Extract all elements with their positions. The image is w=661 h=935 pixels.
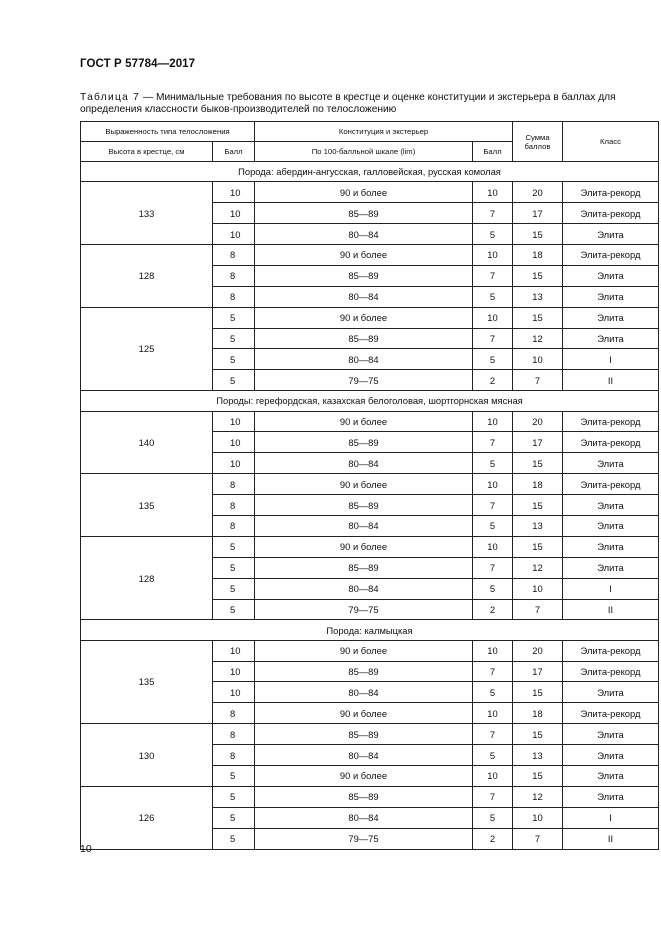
breed-group-row bbox=[81, 162, 659, 182]
sum-cell: 15 bbox=[513, 682, 563, 703]
sum-cell: 18 bbox=[513, 244, 563, 265]
score1-cell: 8 bbox=[213, 745, 255, 766]
score1-cell: 5 bbox=[213, 328, 255, 349]
table-row bbox=[81, 536, 659, 557]
table-row bbox=[81, 307, 659, 328]
table-row bbox=[81, 182, 659, 203]
sum-cell: 13 bbox=[513, 515, 563, 536]
scale-cell: 85—89 bbox=[255, 328, 473, 349]
class-cell: Элита bbox=[563, 515, 659, 536]
sum-cell: 15 bbox=[513, 724, 563, 745]
sum-cell: 15 bbox=[513, 495, 563, 516]
breed-group-row bbox=[81, 620, 659, 640]
score1-cell: 10 bbox=[213, 682, 255, 703]
class-cell: Элита bbox=[563, 265, 659, 286]
scale-cell: 90 и более bbox=[255, 307, 473, 328]
score2-cell: 2 bbox=[473, 599, 513, 620]
score1-cell: 8 bbox=[213, 265, 255, 286]
class-cell: Элита-рекорд bbox=[563, 661, 659, 682]
scale-cell: 90 и более bbox=[255, 536, 473, 557]
scale-cell: 90 и более bbox=[255, 182, 473, 203]
score1-cell: 5 bbox=[213, 370, 255, 391]
breed-group-title: Порода: абердин-ангусская, галловейская, русская комолая bbox=[81, 162, 659, 182]
sum-cell: 15 bbox=[513, 536, 563, 557]
header-class: Класс bbox=[563, 122, 659, 162]
score1-cell: 5 bbox=[213, 786, 255, 807]
score1-cell: 10 bbox=[213, 224, 255, 245]
sum-cell: 12 bbox=[513, 557, 563, 578]
sum-cell: 13 bbox=[513, 745, 563, 766]
table-row bbox=[81, 244, 659, 265]
class-cell: Элита-рекорд bbox=[563, 203, 659, 224]
scale-cell: 80—84 bbox=[255, 745, 473, 766]
class-cell: Элита bbox=[563, 682, 659, 703]
height-cell: 125 bbox=[81, 307, 213, 391]
score2-cell: 7 bbox=[473, 724, 513, 745]
score2-cell: 5 bbox=[473, 515, 513, 536]
header-sum: Сумма баллов bbox=[513, 122, 563, 162]
height-cell: 128 bbox=[81, 244, 213, 307]
scale-cell: 79—75 bbox=[255, 828, 473, 849]
score2-cell: 5 bbox=[473, 578, 513, 599]
score1-cell: 8 bbox=[213, 474, 255, 495]
class-cell: Элита bbox=[563, 286, 659, 307]
header-score1: Балл bbox=[213, 142, 255, 162]
class-cell: Элита-рекорд bbox=[563, 703, 659, 724]
class-cell: Элита-рекорд bbox=[563, 432, 659, 453]
score2-cell: 7 bbox=[473, 432, 513, 453]
score2-cell: 10 bbox=[473, 307, 513, 328]
score2-cell: 7 bbox=[473, 495, 513, 516]
table-row bbox=[81, 411, 659, 432]
caption-label: Таблица 7 bbox=[80, 92, 141, 103]
scale-cell: 85—89 bbox=[255, 203, 473, 224]
score1-cell: 10 bbox=[213, 640, 255, 661]
sum-cell: 20 bbox=[513, 182, 563, 203]
table-row bbox=[81, 786, 659, 807]
scale-cell: 85—89 bbox=[255, 661, 473, 682]
score1-cell: 5 bbox=[213, 578, 255, 599]
scale-cell: 80—84 bbox=[255, 349, 473, 370]
requirements-table bbox=[80, 121, 659, 850]
class-cell: Элита-рекорд bbox=[563, 182, 659, 203]
sum-cell: 17 bbox=[513, 661, 563, 682]
scale-cell: 80—84 bbox=[255, 224, 473, 245]
scale-cell: 80—84 bbox=[255, 515, 473, 536]
scale-cell: 80—84 bbox=[255, 682, 473, 703]
class-cell: Элита-рекорд bbox=[563, 640, 659, 661]
table-row bbox=[81, 724, 659, 745]
class-cell: Элита bbox=[563, 766, 659, 787]
score2-cell: 7 bbox=[473, 328, 513, 349]
score1-cell: 10 bbox=[213, 661, 255, 682]
sum-cell: 7 bbox=[513, 370, 563, 391]
scale-cell: 80—84 bbox=[255, 286, 473, 307]
sum-cell: 10 bbox=[513, 349, 563, 370]
score2-cell: 5 bbox=[473, 286, 513, 307]
class-cell: Элита bbox=[563, 557, 659, 578]
score1-cell: 10 bbox=[213, 411, 255, 432]
class-cell: II bbox=[563, 599, 659, 620]
header-constitution: Конституция и экстерьер bbox=[255, 122, 513, 142]
score2-cell: 7 bbox=[473, 557, 513, 578]
sum-cell: 10 bbox=[513, 578, 563, 599]
height-cell: 140 bbox=[81, 411, 213, 474]
class-cell: I bbox=[563, 349, 659, 370]
sum-cell: 15 bbox=[513, 265, 563, 286]
header-score2: Балл bbox=[473, 142, 513, 162]
score1-cell: 10 bbox=[213, 453, 255, 474]
score2-cell: 10 bbox=[473, 703, 513, 724]
height-cell: 130 bbox=[81, 724, 213, 787]
scale-cell: 80—84 bbox=[255, 807, 473, 828]
score1-cell: 10 bbox=[213, 203, 255, 224]
class-cell: I bbox=[563, 807, 659, 828]
class-cell: Элита-рекорд bbox=[563, 411, 659, 432]
score1-cell: 8 bbox=[213, 703, 255, 724]
table-row bbox=[81, 640, 659, 661]
scale-cell: 79—75 bbox=[255, 599, 473, 620]
class-cell: II bbox=[563, 828, 659, 849]
scale-cell: 90 и более bbox=[255, 766, 473, 787]
header-height: Высота в крестце, см bbox=[81, 142, 213, 162]
scale-cell: 85—89 bbox=[255, 495, 473, 516]
breed-group-title: Порода: калмыцкая bbox=[81, 620, 659, 640]
score2-cell: 5 bbox=[473, 682, 513, 703]
class-cell: II bbox=[563, 370, 659, 391]
height-cell: 126 bbox=[81, 786, 213, 849]
class-cell: Элита bbox=[563, 786, 659, 807]
class-cell: Элита bbox=[563, 745, 659, 766]
score1-cell: 5 bbox=[213, 536, 255, 557]
scale-cell: 80—84 bbox=[255, 453, 473, 474]
sum-cell: 20 bbox=[513, 411, 563, 432]
document-header: ГОСТ Р 57784—2017 bbox=[80, 58, 196, 70]
height-cell: 133 bbox=[81, 182, 213, 245]
score2-cell: 10 bbox=[473, 474, 513, 495]
header-type-expression: Выраженность типа телосложения bbox=[81, 122, 255, 142]
sum-cell: 17 bbox=[513, 432, 563, 453]
score2-cell: 10 bbox=[473, 182, 513, 203]
score2-cell: 7 bbox=[473, 203, 513, 224]
page-number: 10 bbox=[80, 843, 92, 855]
class-cell: Элита-рекорд bbox=[563, 244, 659, 265]
class-cell: Элита bbox=[563, 495, 659, 516]
score2-cell: 2 bbox=[473, 370, 513, 391]
score1-cell: 5 bbox=[213, 349, 255, 370]
score2-cell: 5 bbox=[473, 349, 513, 370]
score1-cell: 5 bbox=[213, 807, 255, 828]
table-row bbox=[81, 474, 659, 495]
class-cell: Элита bbox=[563, 536, 659, 557]
breed-group-title: Породы: герефордская, казахская белоголовая, шортгорнская мясная bbox=[81, 391, 659, 411]
class-cell: Элита bbox=[563, 328, 659, 349]
scale-cell: 79—75 bbox=[255, 370, 473, 391]
score1-cell: 5 bbox=[213, 599, 255, 620]
score1-cell: 5 bbox=[213, 307, 255, 328]
score2-cell: 5 bbox=[473, 453, 513, 474]
score1-cell: 5 bbox=[213, 766, 255, 787]
score2-cell: 10 bbox=[473, 766, 513, 787]
class-cell: Элита bbox=[563, 453, 659, 474]
table-caption bbox=[80, 92, 620, 117]
table-body bbox=[81, 162, 659, 850]
score2-cell: 7 bbox=[473, 786, 513, 807]
scale-cell: 85—89 bbox=[255, 724, 473, 745]
sum-cell: 15 bbox=[513, 766, 563, 787]
scale-cell: 90 и более bbox=[255, 244, 473, 265]
score1-cell: 8 bbox=[213, 286, 255, 307]
class-cell: Элита bbox=[563, 224, 659, 245]
class-cell: Элита-рекорд bbox=[563, 474, 659, 495]
class-cell: Элита bbox=[563, 307, 659, 328]
height-cell: 128 bbox=[81, 536, 213, 620]
scale-cell: 90 и более bbox=[255, 640, 473, 661]
height-cell: 135 bbox=[81, 640, 213, 724]
scale-cell: 90 и более bbox=[255, 703, 473, 724]
scale-cell: 85—89 bbox=[255, 432, 473, 453]
score2-cell: 10 bbox=[473, 411, 513, 432]
score2-cell: 10 bbox=[473, 536, 513, 557]
height-cell: 135 bbox=[81, 474, 213, 537]
score2-cell: 10 bbox=[473, 244, 513, 265]
score1-cell: 8 bbox=[213, 515, 255, 536]
sum-cell: 13 bbox=[513, 286, 563, 307]
sum-cell: 12 bbox=[513, 328, 563, 349]
sum-cell: 17 bbox=[513, 203, 563, 224]
score2-cell: 7 bbox=[473, 265, 513, 286]
score1-cell: 10 bbox=[213, 432, 255, 453]
score1-cell: 8 bbox=[213, 724, 255, 745]
breed-group-row bbox=[81, 391, 659, 411]
score2-cell: 5 bbox=[473, 224, 513, 245]
sum-cell: 18 bbox=[513, 474, 563, 495]
sum-cell: 15 bbox=[513, 307, 563, 328]
score2-cell: 10 bbox=[473, 640, 513, 661]
scale-cell: 90 и более bbox=[255, 474, 473, 495]
score1-cell: 8 bbox=[213, 244, 255, 265]
sum-cell: 15 bbox=[513, 224, 563, 245]
scale-cell: 85—89 bbox=[255, 265, 473, 286]
scale-cell: 90 и более bbox=[255, 411, 473, 432]
score1-cell: 5 bbox=[213, 557, 255, 578]
scale-cell: 85—89 bbox=[255, 557, 473, 578]
header-scale: По 100-балльной шкале (lim) bbox=[255, 142, 473, 162]
score2-cell: 5 bbox=[473, 807, 513, 828]
score1-cell: 5 bbox=[213, 828, 255, 849]
score2-cell: 5 bbox=[473, 745, 513, 766]
sum-cell: 7 bbox=[513, 828, 563, 849]
caption-text: — Минимальные требования по высоте в крестце и оценке конституции и экстерьера в баллах для определения классности быков-производителей по телосложению bbox=[80, 92, 616, 116]
class-cell: I bbox=[563, 578, 659, 599]
score2-cell: 2 bbox=[473, 828, 513, 849]
sum-cell: 18 bbox=[513, 703, 563, 724]
sum-cell: 12 bbox=[513, 786, 563, 807]
class-cell: Элита bbox=[563, 724, 659, 745]
sum-cell: 7 bbox=[513, 599, 563, 620]
score2-cell: 7 bbox=[473, 661, 513, 682]
sum-cell: 20 bbox=[513, 640, 563, 661]
scale-cell: 85—89 bbox=[255, 786, 473, 807]
score1-cell: 10 bbox=[213, 182, 255, 203]
sum-cell: 15 bbox=[513, 453, 563, 474]
sum-cell: 10 bbox=[513, 807, 563, 828]
scale-cell: 80—84 bbox=[255, 578, 473, 599]
score1-cell: 8 bbox=[213, 495, 255, 516]
